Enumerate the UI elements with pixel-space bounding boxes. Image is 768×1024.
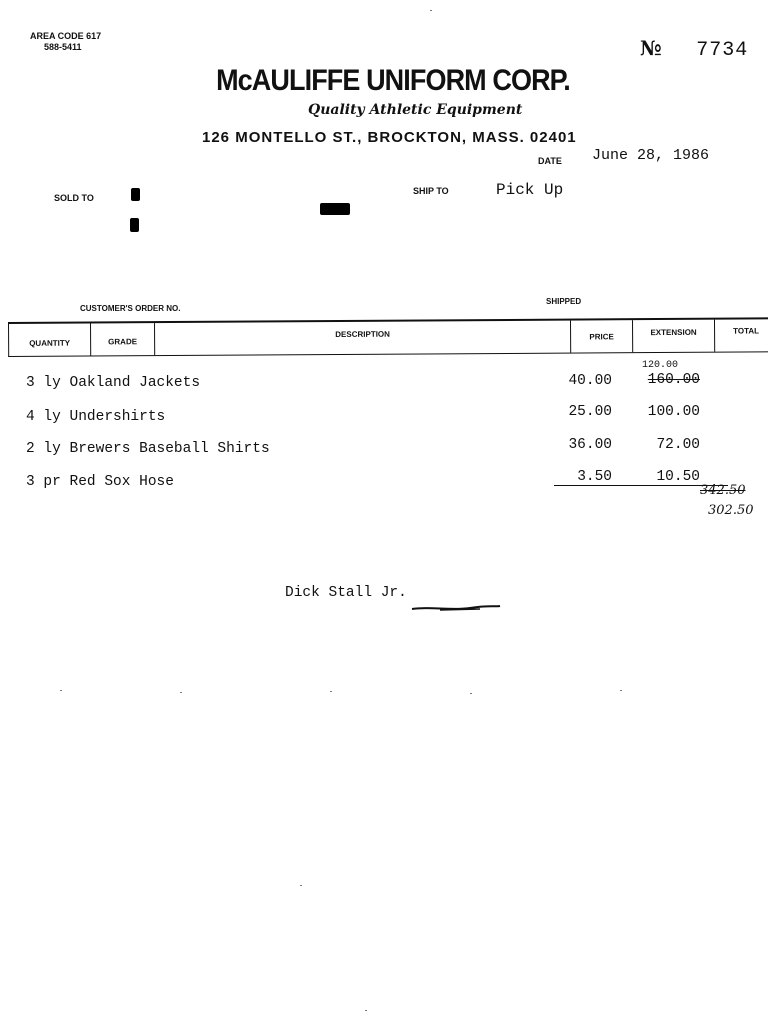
line-price: 3.50 xyxy=(577,469,612,485)
number-label: № xyxy=(640,36,662,60)
line-extension: 10.50 xyxy=(656,469,700,485)
line-item: 4 ly Undershirts xyxy=(26,409,166,425)
scan-speck xyxy=(180,692,182,693)
signer-name: Dick Stall Jr. xyxy=(285,585,407,601)
line-price: 40.00 xyxy=(568,373,612,389)
column-description: DESCRIPTION xyxy=(155,321,571,356)
scan-speck xyxy=(470,693,472,694)
company-tagline: Quality Athletic Equipment xyxy=(308,102,523,118)
scan-speck xyxy=(330,691,332,692)
column-quantity: QUANTITY xyxy=(9,323,91,356)
ship-to-label: SHIP TO xyxy=(413,186,449,196)
line-price: 36.00 xyxy=(568,437,612,453)
line-item: 3 pr Red Sox Hose xyxy=(26,474,174,490)
line-extension: 100.00 xyxy=(647,404,700,420)
invoice-date: June 28, 1986 xyxy=(592,147,710,164)
date-label: DATE xyxy=(538,156,562,166)
column-grade: GRADE xyxy=(91,323,155,355)
total-corrected: 302.50 xyxy=(708,503,754,518)
area-code: AREA CODE 617 xyxy=(30,31,102,41)
total-struck: 342.50 xyxy=(700,483,746,498)
line-item: 3 ly Oakland Jackets xyxy=(26,375,201,391)
invoice-number: 7734 xyxy=(696,39,749,62)
signature-scribble xyxy=(410,604,502,612)
line-item: 2 ly Brewers Baseball Shirts xyxy=(26,441,270,457)
line-extension: 160.00 xyxy=(647,372,700,388)
invoice-number-block xyxy=(640,36,748,62)
shipped-label: SHIPPED xyxy=(546,297,582,306)
redacted-mark xyxy=(130,218,139,232)
phone-block xyxy=(30,31,101,53)
column-total: TOTAL xyxy=(733,325,760,336)
column-extension: EXTENSION xyxy=(633,320,715,353)
column-price: PRICE xyxy=(571,320,633,352)
redacted-mark xyxy=(320,203,350,215)
company-address: 126 MONTELLO ST., BROCKTON, MASS. 02401 xyxy=(202,129,577,146)
line-price: 25.00 xyxy=(568,404,612,420)
customer-order-label: CUSTOMER'S ORDER NO. xyxy=(80,304,181,313)
scan-speck xyxy=(620,690,622,691)
sold-to-label: SOLD TO xyxy=(54,193,94,203)
scan-speck xyxy=(60,690,62,691)
line-extension: 72.00 xyxy=(656,437,700,453)
redacted-mark xyxy=(131,188,140,201)
ship-to-value: Pick Up xyxy=(496,181,564,199)
phone-number: 588-5411 xyxy=(44,42,82,52)
scan-speck xyxy=(430,10,432,11)
company-name: McAULIFFE UNIFORM CORP. xyxy=(216,64,570,97)
extension-correction: 120.00 xyxy=(642,360,679,371)
table-header xyxy=(8,317,768,357)
scan-speck xyxy=(365,1010,367,1011)
scan-speck xyxy=(300,885,302,886)
